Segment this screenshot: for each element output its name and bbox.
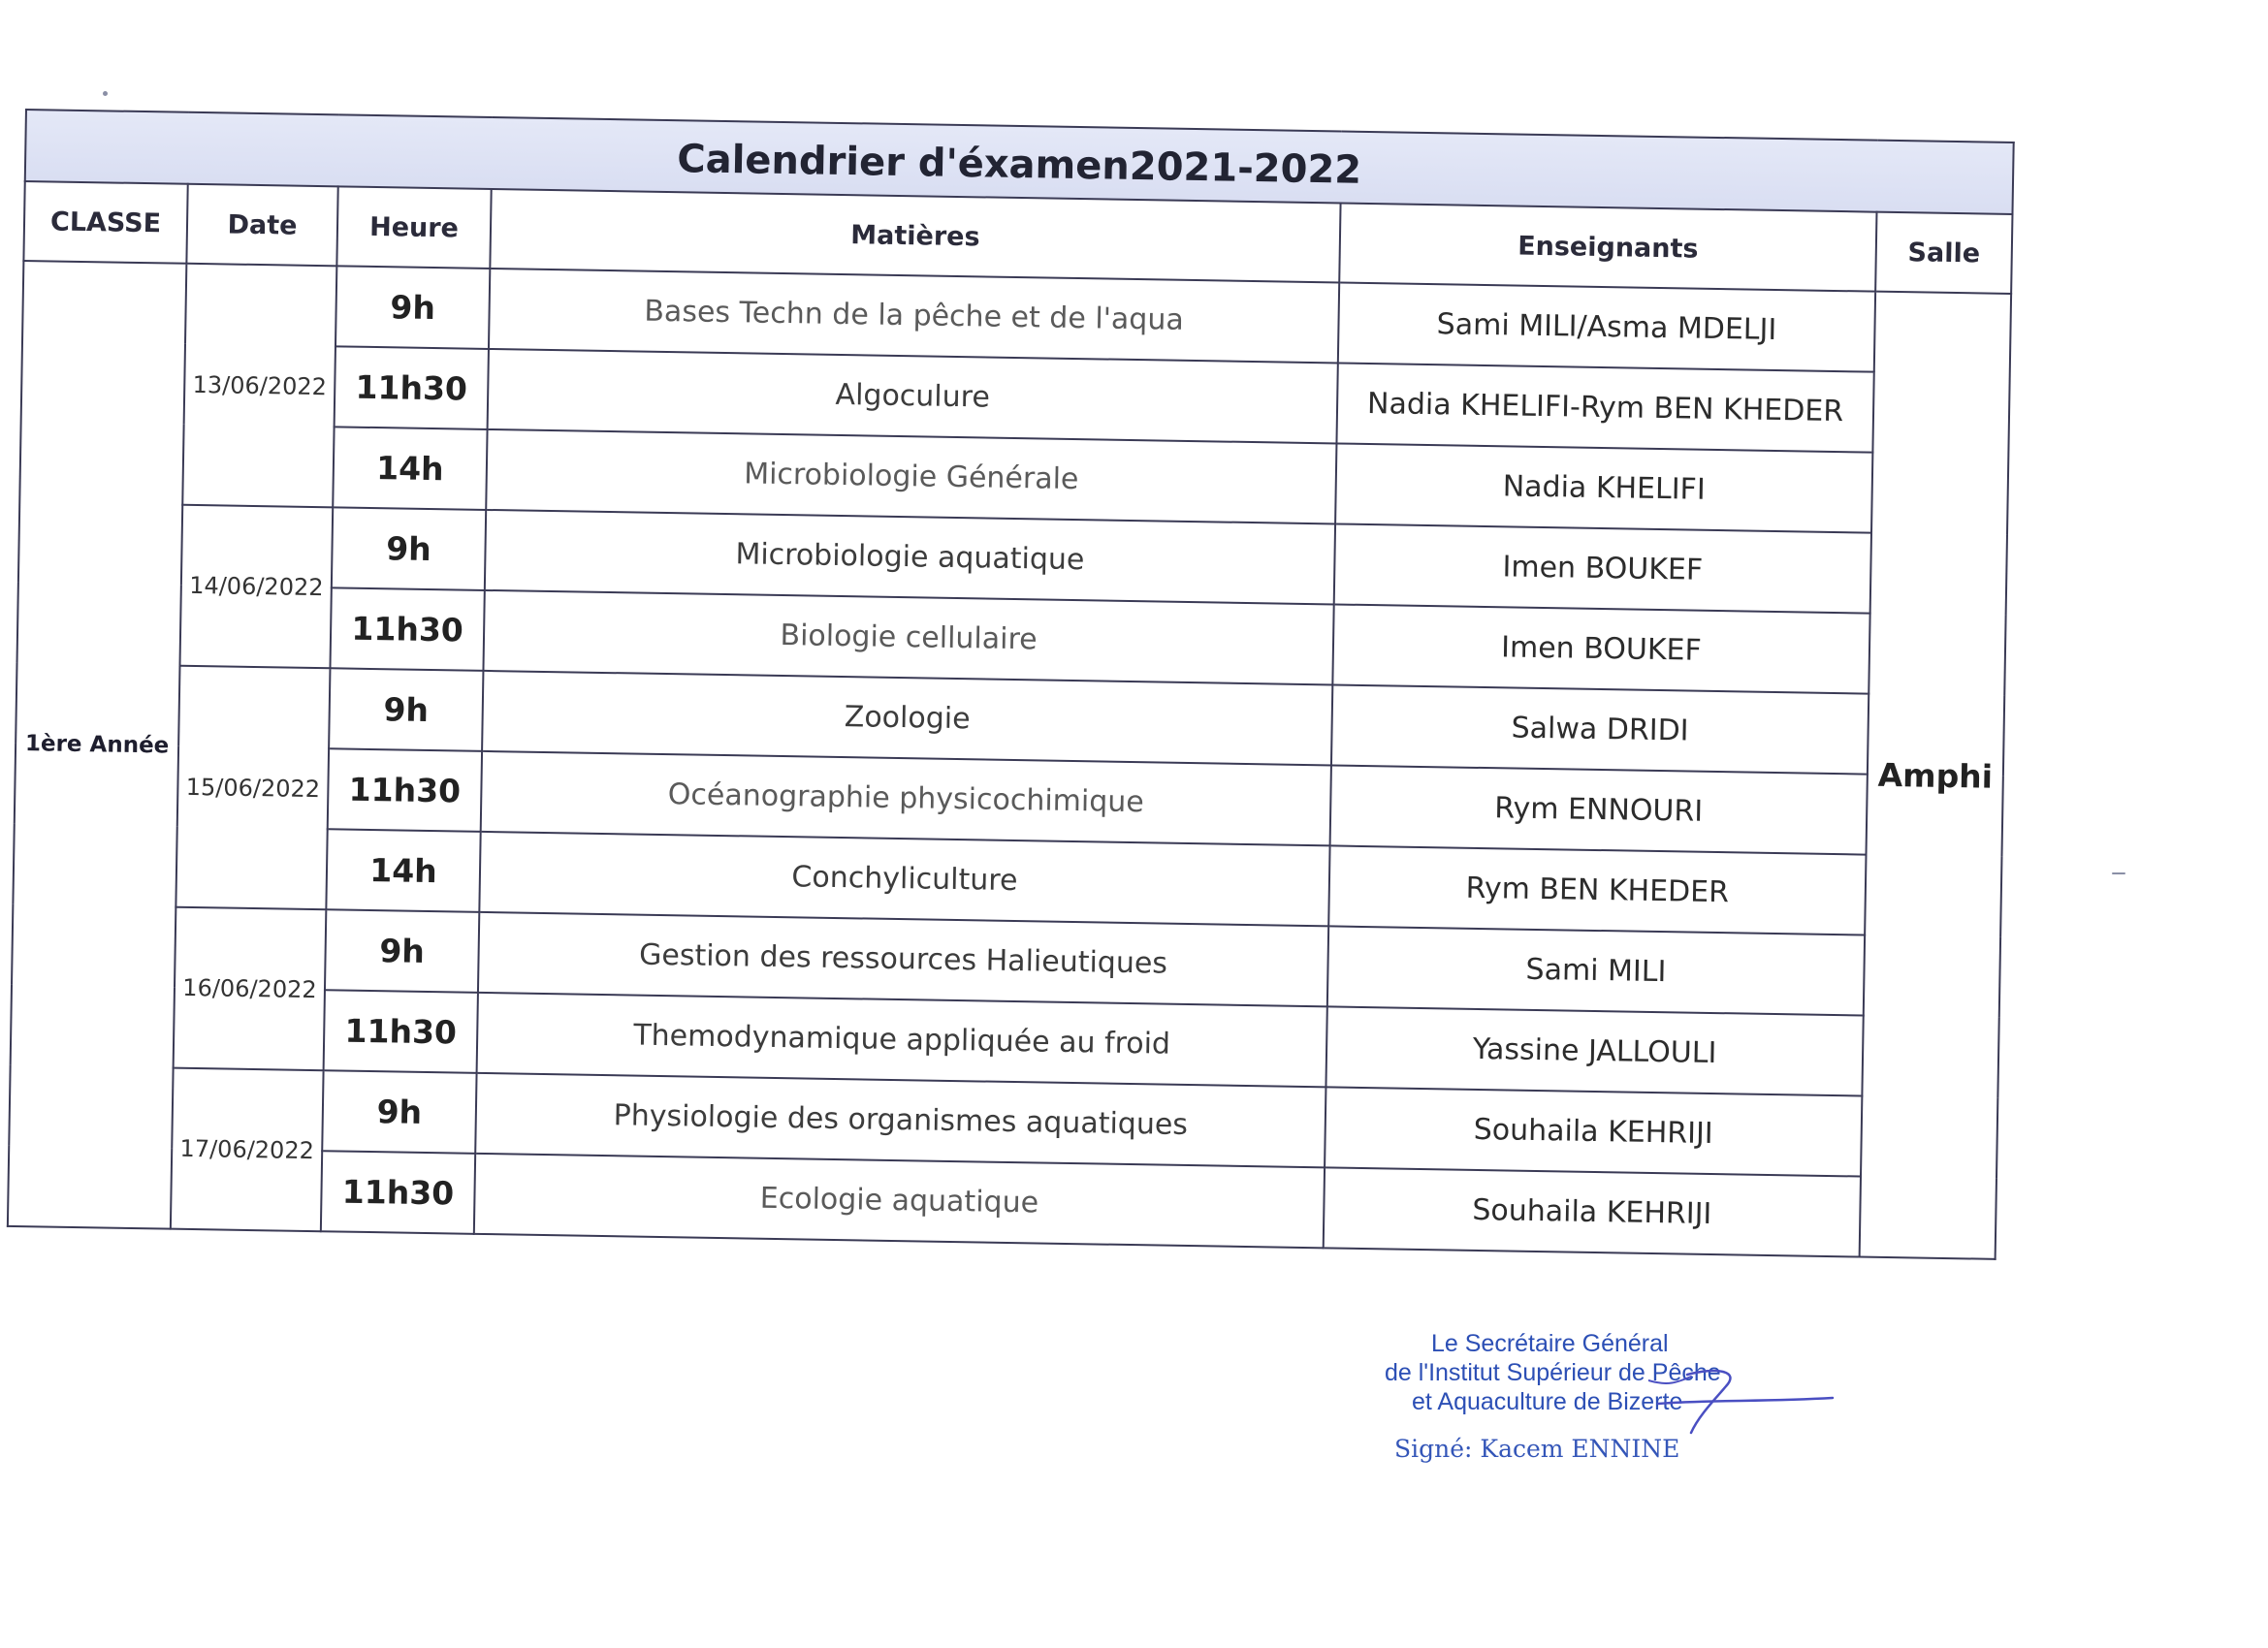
header-enseignants: Enseignants [1339,204,1876,292]
page-title: Calendrier d'éxamen2021-2022 [25,110,2014,214]
stamp-line-title: Le Secrétaire Général [1431,1330,1669,1357]
stamp-line-location: et Aquaculture de Bizerte [1412,1388,1683,1415]
matiere-cell: Microbiologie Générale [486,429,1336,524]
matiere-cell: Microbiologie aquatique [485,510,1335,605]
heure-cell: 11h30 [324,990,478,1073]
enseignant-cell: Imen BOUKEF [1332,604,1869,693]
heure-cell: 11h30 [335,346,489,429]
enseignant-cell: Souhaila KEHRIJI [1325,1087,1862,1176]
enseignant-cell: Souhaila KEHRIJI [1324,1167,1861,1256]
heure-cell: 9h [332,507,486,590]
enseignant-cell: Nadia KHELIFI-Rym BEN KHEDER [1336,363,1873,452]
header-date: Date [186,184,337,267]
enseignant-cell: Sami MILI/Asma MDELJI [1338,282,1875,371]
heure-cell: 9h [329,668,483,751]
date-cell: 15/06/2022 [176,666,330,910]
heure-cell: 9h [335,266,490,349]
header-matieres: Matières [490,189,1340,283]
matiere-cell: Biologie cellulaire [483,590,1333,685]
enseignant-cell: Rym BEN KHEDER [1328,845,1866,935]
matiere-cell: Ecologie aquatique [474,1154,1325,1249]
enseignant-cell: Yassine JALLOULI [1326,1006,1863,1095]
enseignant-cell: Rym ENNOURI [1330,765,1868,854]
matiere-cell: Zoologie [482,671,1332,766]
heure-cell: 11h30 [328,748,482,832]
enseignant-cell: Imen BOUKEF [1334,523,1871,613]
matiere-cell: Océanographie physicochimique [481,751,1331,846]
matiere-cell: Gestion des ressources Halieutiques [478,912,1328,1007]
date-cell: 13/06/2022 [182,264,336,508]
heure-cell: 11h30 [330,587,484,671]
scan-speck [2112,872,2125,874]
matiere-cell: Algoculure [488,349,1338,444]
matiere-cell: Bases Techn de la pêche et de l'aqua [489,269,1339,364]
date-cell: 17/06/2022 [171,1068,324,1232]
matiere-cell: Conchyliculture [479,832,1329,927]
stamp-line-institute: de l'Institut Supérieur de Pêche [1385,1359,1721,1386]
salle-cell: Amphi [1860,292,2012,1259]
classe-cell: 1ère Année [8,261,186,1229]
date-cell: 14/06/2022 [179,505,333,669]
exam-calendar [7,109,2013,1260]
heure-cell: 14h [333,427,487,510]
heure-cell: 9h [325,909,479,993]
enseignant-cell: Salwa DRIDI [1331,684,1869,774]
enseignant-cell: Sami MILI [1327,926,1865,1015]
exam-table [7,109,2015,1260]
date-cell: 16/06/2022 [174,907,327,1071]
heure-cell: 14h [326,829,480,912]
scan-speck [103,91,108,96]
header-classe: CLASSE [23,181,187,264]
header-salle: Salle [1875,212,2012,294]
heure-cell: 9h [322,1070,476,1154]
stamp-line-signed: Signé: Kacem ENNINE [1394,1435,1680,1463]
header-heure: Heure [336,186,491,269]
matiere-cell: Physiologie des organismes aquatiques [475,1073,1326,1168]
heure-cell: 11h30 [321,1151,475,1234]
handwritten-signature [1648,1357,1842,1435]
enseignant-cell: Nadia KHELIFI [1335,443,1872,532]
matiere-cell: Themodynamique appliquée au froid [477,993,1327,1088]
